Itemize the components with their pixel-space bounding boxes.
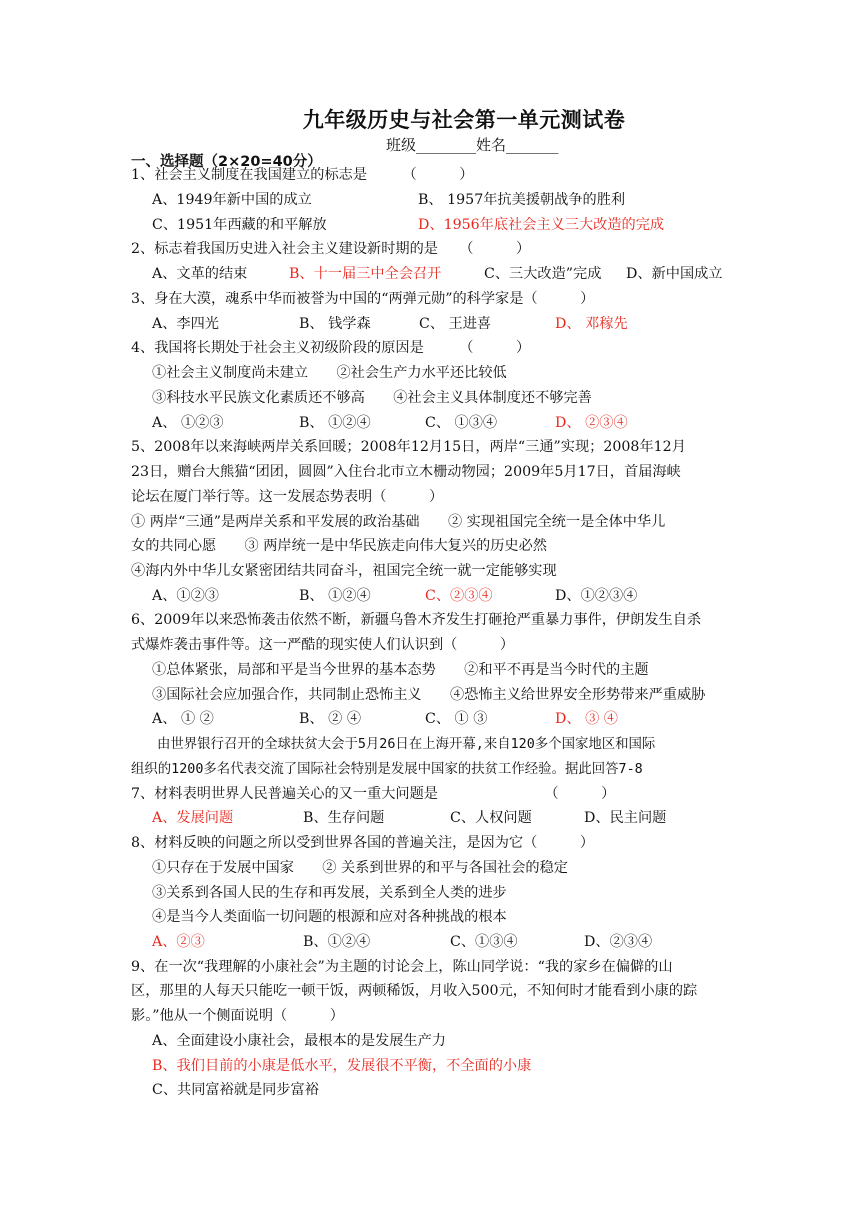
question-text: A、李四光 xyxy=(152,316,219,332)
answer-text: D、 邓稼先 xyxy=(555,316,628,332)
question-text: B、生存问题 xyxy=(303,810,385,826)
question-line xyxy=(152,709,214,729)
question-text: B、①②④ xyxy=(303,934,371,950)
question-text: ①只存在于发展中国家 ② 关系到世界的和平与各国社会的稳定 xyxy=(152,860,568,876)
question-line xyxy=(152,264,247,284)
question-line xyxy=(299,586,371,606)
question-line xyxy=(484,264,601,284)
question-text: ③科技水平民族文化素质还不够高 ④社会主义具体制度还不够完善 xyxy=(152,390,592,406)
question-line xyxy=(131,1006,344,1026)
question-line xyxy=(299,709,361,729)
question-line xyxy=(152,215,327,235)
question-line xyxy=(131,239,530,259)
question-text: 6、2009年以来恐怖袭击依然不断，新疆乌鲁木齐发生打砸抢严重暴力事件，伊朗发生自杀 xyxy=(131,612,702,628)
question-line xyxy=(419,314,491,334)
question-line xyxy=(152,932,205,952)
answer-text: C、②③④ xyxy=(425,588,493,604)
question-line xyxy=(584,808,666,828)
question-line xyxy=(289,264,441,284)
question-line xyxy=(450,932,518,952)
section-heading: 一、选择题（2×20=40分） xyxy=(131,154,322,170)
answer-text: D、 ③ ④ xyxy=(555,711,618,727)
answer-text: D、 ②③④ xyxy=(555,415,628,431)
question-line xyxy=(152,808,233,828)
exam-title: 九年级历史与社会第一单元测试卷 xyxy=(302,108,626,132)
question-line xyxy=(418,190,625,210)
question-text: ④海内外中华儿女紧密团结共同奋斗，祖国完全统一就一定能够实现 xyxy=(131,563,557,579)
question-line xyxy=(131,487,443,507)
question-line xyxy=(131,610,701,630)
question-text: 3、身在大漠，魂系中华而被誉为中国的“两弹元勋”的科学家是（ ） xyxy=(131,291,595,307)
answer-text: A、发展问题 xyxy=(152,810,234,826)
question-line xyxy=(152,883,507,903)
question-line xyxy=(131,635,514,655)
question-line xyxy=(131,957,673,977)
answer-text: A、②③ xyxy=(152,934,205,950)
question-line xyxy=(450,808,532,828)
question-text: A、 ① ② xyxy=(152,711,214,727)
question-line xyxy=(425,586,493,606)
question-line xyxy=(152,685,705,705)
question-text: 8、材料反映的问题之所以受到世界各国的普遍关注，是因为它（ ） xyxy=(131,835,595,851)
question-text: A、全面建设小康社会，最根本的是发展生产力 xyxy=(152,1033,446,1049)
question-line xyxy=(131,561,557,581)
question-line xyxy=(425,413,497,433)
question-text: B、 ①②④ xyxy=(299,415,371,431)
question-text: C、人权问题 xyxy=(450,810,532,826)
question-text: B、 1957年抗美援朝战争的胜利 xyxy=(418,192,626,208)
question-text: D、民主问题 xyxy=(584,810,667,826)
question-text: D、新中国成立 xyxy=(626,266,723,282)
question-text: 论坛在厦门举行等。这一发展态势表明（ ） xyxy=(131,489,444,505)
question-text: ①总体紧张，局部和平是当今世界的基本态势 ②和平不再是当今时代的主题 xyxy=(152,662,649,678)
question-text: D、②③④ xyxy=(584,934,653,950)
question-text: 区，那里的人每天只能吃一顿干饭，两顿稀饭，月收入500元，不知何时才能看到小康的踪 xyxy=(131,983,698,999)
question-line xyxy=(131,165,473,185)
question-text: B、 ② ④ xyxy=(299,711,362,727)
question-line xyxy=(152,363,507,383)
question-text: ① 两岸“三通”是两岸关系和平发展的政治基础 ② 实现祖国完全统一是全体中华儿 xyxy=(131,514,666,530)
question-text: 23日，赠台大熊猫“团团，圆圆”入住台北市立木栅动物园；2009年5月17日，首届海峡 xyxy=(131,464,681,480)
question-text: C、 王进喜 xyxy=(419,316,492,332)
question-text: 女的共同心愿 ③ 两岸统一是中华民族走向伟大复兴的历史必然 xyxy=(131,538,547,554)
question-text: 式爆炸袭击事件等。这一严酷的现实使人们认识到（ ） xyxy=(131,637,515,653)
answer-text: B、十一届三中全会召开 xyxy=(289,266,442,282)
question-text: 4、我国将长期处于社会主义初级阶段的原因是 （ ） xyxy=(131,340,531,356)
question-line xyxy=(131,981,697,1001)
question-line xyxy=(131,289,594,309)
question-text: A、文革的结束 xyxy=(152,266,248,282)
question-line xyxy=(131,784,615,804)
question-line xyxy=(131,833,594,853)
question-text: 组织的1200多名代表交流了国际社会特别是发展中国家的扶贫工作经验。据此回答7-8 xyxy=(131,762,643,777)
question-text: B、 钱学森 xyxy=(299,316,371,332)
question-line xyxy=(555,709,618,729)
question-text: 由世界银行召开的全球扶贫大会于5月26日在上海开幕,来自120多个国家地区和国际 xyxy=(157,737,656,752)
question-line xyxy=(152,314,219,334)
question-text: D、①②③④ xyxy=(555,588,638,604)
question-line xyxy=(152,907,507,927)
question-line xyxy=(131,759,643,780)
question-line xyxy=(131,536,547,556)
question-line xyxy=(152,586,219,606)
question-line xyxy=(152,858,568,878)
question-line xyxy=(152,1080,319,1100)
question-line xyxy=(626,264,723,284)
question-text: C、1951年西藏的和平解放 xyxy=(152,217,327,233)
question-line xyxy=(152,1056,531,1076)
question-line xyxy=(131,338,530,358)
question-text: C、 ①③④ xyxy=(425,415,498,431)
question-text: A、 ①②③ xyxy=(152,415,224,431)
question-text: 2、标志着我国历史进入社会主义建设新时期的是 （ ） xyxy=(131,241,531,257)
question-line xyxy=(555,314,628,334)
question-text: C、共同富裕就是同步富裕 xyxy=(152,1082,319,1098)
question-line xyxy=(152,388,592,408)
question-line xyxy=(131,512,665,532)
question-text: C、三大改造”完成 xyxy=(484,266,602,282)
question-line xyxy=(425,709,487,729)
question-line xyxy=(299,314,371,334)
question-line xyxy=(157,734,655,755)
question-line xyxy=(152,413,224,433)
answer-text: B、我们目前的小康是低水平，发展很不平衡，不全面的小康 xyxy=(152,1058,532,1074)
question-line xyxy=(131,437,686,457)
question-line xyxy=(303,808,384,828)
question-text: 7、材料表明世界人民普遍关心的又一重大问题是 （ ） xyxy=(131,786,616,802)
question-line xyxy=(152,1031,446,1051)
question-line xyxy=(303,932,370,952)
question-text: C、①③④ xyxy=(450,934,518,950)
question-text: ③关系到各国人民的生存和再发展，关系到全人类的进步 xyxy=(152,885,507,901)
question-text: ④是当今人类面临一切问题的根源和应对各种挑战的根本 xyxy=(152,909,507,925)
question-text: 5、2008年以来海峡两岸关系回暖；2008年12月15日，两岸“三通”实现；2008年12月 xyxy=(131,439,686,455)
question-text: 影。”他从一个侧面说明（ ） xyxy=(131,1008,344,1024)
question-line xyxy=(152,660,649,680)
question-line xyxy=(555,413,628,433)
question-text: 1、社会主义制度在我国建立的标志是 （ ） xyxy=(131,167,474,183)
question-line xyxy=(418,215,664,235)
question-line xyxy=(555,586,637,606)
question-text: A、1949年新中国的成立 xyxy=(152,192,312,208)
question-line xyxy=(299,413,371,433)
question-line xyxy=(131,462,681,482)
question-text: 9、在一次“我理解的小康社会”为主题的讨论会上，陈山同学说：“我的家乡在偏僻的山 xyxy=(131,959,673,975)
question-text: A、①②③ xyxy=(152,588,219,604)
question-text: B、 ①②④ xyxy=(299,588,371,604)
answer-text: D、1956年底社会主义三大改造的完成 xyxy=(418,217,665,233)
class-name-fields: 班级________姓名_______ xyxy=(386,136,559,154)
question-text: ①社会主义制度尚未建立 ②社会生产力水平还比较低 xyxy=(152,365,507,381)
question-line xyxy=(584,932,652,952)
question-text: ③国际社会应加强合作，共同制止恐怖主义 ④恐怖主义给世界安全形势带来严重威胁 xyxy=(152,687,706,703)
question-text: C、 ① ③ xyxy=(425,711,488,727)
question-line xyxy=(152,190,312,210)
